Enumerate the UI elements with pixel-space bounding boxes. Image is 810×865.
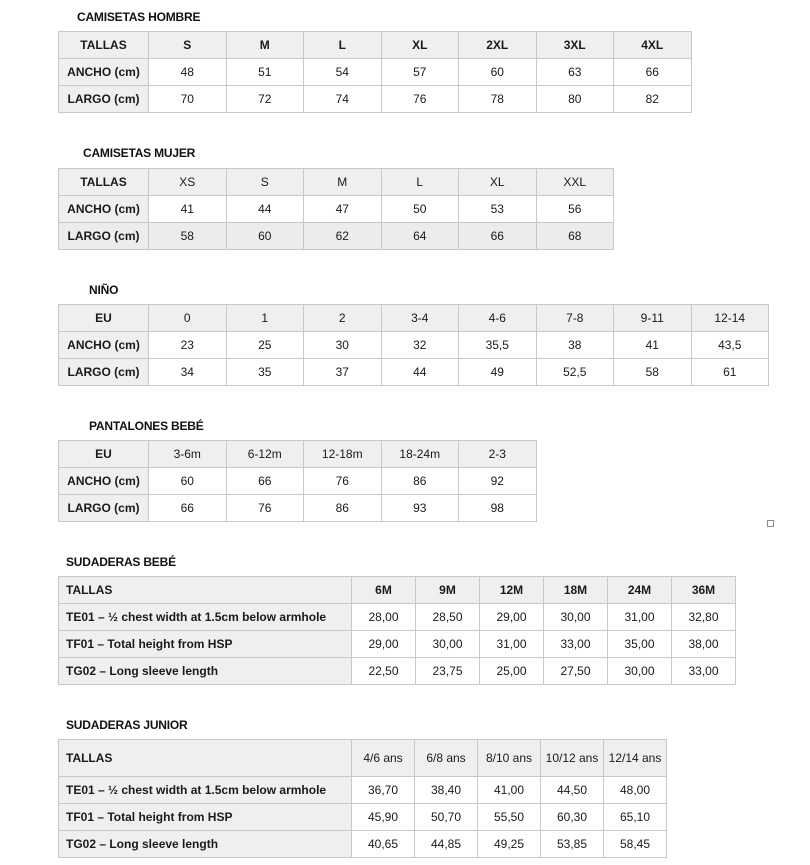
table-header-row [59,169,614,196]
header-cell: 4/6 ans [352,740,415,777]
table-cell: 64 [381,223,459,250]
header-cell: XL [381,32,459,59]
table-cell: 54 [304,59,382,86]
header-cell: 12-18m [304,441,382,468]
table-cell: 23 [149,332,227,359]
row-label: ANCHO (cm) [59,196,149,223]
table-cell: 98 [459,495,537,522]
table-cell: 48 [149,59,227,86]
table-cell: 78 [459,86,537,113]
table-cell: 41 [614,332,692,359]
table-cell: 56 [536,196,614,223]
table-cell: 53 [459,196,537,223]
header-cell: EU [59,305,149,332]
header-cell: 10/12 ans [541,740,604,777]
table-cell: 74 [304,86,382,113]
table-row [59,332,769,359]
table-cell: 37 [304,359,382,386]
header-cell: XXL [536,169,614,196]
table-cell: 23,75 [416,658,480,685]
table-cell: 32 [381,332,459,359]
table-cell: 34 [149,359,227,386]
table-cell: 58 [149,223,227,250]
table-cell: 28,00 [352,604,416,631]
table-cell: 66 [614,59,692,86]
section-title-sudaderas-bebe: SUDADERAS BEBÉ [66,555,176,569]
table-header-row [59,577,736,604]
table-cell: 22,50 [352,658,416,685]
table-cell: 50,70 [415,804,478,831]
table-cell: 68 [536,223,614,250]
table-sudaderas-junior [58,739,667,858]
table-cell: 32,80 [672,604,736,631]
table-cell: 45,90 [352,804,415,831]
header-cell: 9M [416,577,480,604]
header-cell: TALLAS [59,577,352,604]
table-camisetas-hombre [58,31,692,113]
header-cell: 18M [544,577,608,604]
table-sudaderas-bebe [58,576,736,685]
table-cell: 30,00 [416,631,480,658]
table-cell: 80 [536,86,614,113]
row-label: TF01 – Total height from HSP [59,804,352,831]
table-row [59,631,736,658]
header-cell: M [304,169,382,196]
table-cell: 30 [304,332,382,359]
table-row [59,359,769,386]
table-cell: 41 [149,196,227,223]
table-cell: 66 [459,223,537,250]
table-camisetas-mujer [58,168,614,250]
row-label: LARGO (cm) [59,86,149,113]
header-cell: 6M [352,577,416,604]
table-cell: 38 [536,332,614,359]
table-cell: 36,70 [352,777,415,804]
table-cell: 25,00 [480,658,544,685]
header-cell: 0 [149,305,227,332]
table-cell: 62 [304,223,382,250]
table-cell: 86 [304,495,382,522]
table-cell: 65,10 [604,804,667,831]
table-cell: 58,45 [604,831,667,858]
header-cell: S [226,169,304,196]
header-cell: 7-8 [536,305,614,332]
table-cell: 40,65 [352,831,415,858]
header-cell: 4-6 [459,305,537,332]
header-cell: 4XL [614,32,692,59]
header-cell: TALLAS [59,32,149,59]
table-cell: 60,30 [541,804,604,831]
table-cell: 61 [691,359,769,386]
header-cell: TALLAS [59,740,352,777]
header-cell: 1 [226,305,304,332]
table-cell: 60 [226,223,304,250]
table-cell: 70 [149,86,227,113]
table-cell: 92 [459,468,537,495]
table-row [59,59,692,86]
table-cell: 30,00 [608,658,672,685]
table-cell: 38,40 [415,777,478,804]
table-cell: 35 [226,359,304,386]
table-cell: 63 [536,59,614,86]
row-label: LARGO (cm) [59,495,149,522]
table-cell: 31,00 [608,604,672,631]
header-cell: TALLAS [59,169,149,196]
table-cell: 35,5 [459,332,537,359]
table-cell: 27,50 [544,658,608,685]
header-cell: 9-11 [614,305,692,332]
table-cell: 76 [381,86,459,113]
table-cell: 48,00 [604,777,667,804]
section-title-camisetas-mujer: CAMISETAS MUJER [83,146,196,160]
header-cell: 3XL [536,32,614,59]
header-cell: 36M [672,577,736,604]
table-cell: 43,5 [691,332,769,359]
table-cell: 52,5 [536,359,614,386]
table-row [59,196,614,223]
row-label: ANCHO (cm) [59,59,149,86]
table-cell: 57 [381,59,459,86]
table-cell: 60 [149,468,227,495]
header-cell: 2 [304,305,382,332]
header-cell: 3-4 [381,305,459,332]
row-label: ANCHO (cm) [59,332,149,359]
header-cell: EU [59,441,149,468]
table-row [59,468,537,495]
table-row [59,223,614,250]
table-cell: 41,00 [478,777,541,804]
table-pantalones-bebe [58,440,537,522]
header-cell: 2-3 [459,441,537,468]
row-label: TG02 – Long sleeve length [59,831,352,858]
row-label: TE01 – ½ chest width at 1.5cm below armhole [59,777,352,804]
table-cell: 76 [226,495,304,522]
table-cell: 35,00 [608,631,672,658]
row-label: LARGO (cm) [59,223,149,250]
header-cell: 12-14 [691,305,769,332]
table-header-row [59,32,692,59]
table-row [59,777,667,804]
table-row [59,86,692,113]
table-cell: 60 [459,59,537,86]
table-cell: 93 [381,495,459,522]
table-cell: 33,00 [544,631,608,658]
table-row [59,831,667,858]
table-row [59,495,537,522]
header-cell: M [226,32,304,59]
square-marker-icon [767,520,774,527]
table-cell: 55,50 [478,804,541,831]
table-cell: 44,50 [541,777,604,804]
section-title-nino: NIÑO [89,283,119,297]
table-cell: 33,00 [672,658,736,685]
table-cell: 29,00 [480,604,544,631]
table-cell: 76 [304,468,382,495]
header-cell: 18-24m [381,441,459,468]
row-label: ANCHO (cm) [59,468,149,495]
header-cell: 2XL [459,32,537,59]
table-cell: 51 [226,59,304,86]
section-title-sudaderas-junior: SUDADERAS JUNIOR [66,718,188,732]
table-cell: 25 [226,332,304,359]
header-cell: 12M [480,577,544,604]
header-cell: 12/14 ans [604,740,667,777]
header-cell: 6-12m [226,441,304,468]
header-cell: 24M [608,577,672,604]
table-header-row [59,441,537,468]
table-header-row [59,740,667,777]
table-nino [58,304,769,386]
table-cell: 86 [381,468,459,495]
header-cell: 3-6m [149,441,227,468]
table-cell: 44,85 [415,831,478,858]
header-cell: XS [149,169,227,196]
table-row [59,804,667,831]
table-cell: 50 [381,196,459,223]
table-cell: 31,00 [480,631,544,658]
section-title-camisetas-hombre: CAMISETAS HOMBRE [77,10,201,24]
table-cell: 53,85 [541,831,604,858]
header-cell: S [149,32,227,59]
table-row [59,604,736,631]
table-cell: 29,00 [352,631,416,658]
table-cell: 30,00 [544,604,608,631]
table-cell: 28,50 [416,604,480,631]
header-cell: L [381,169,459,196]
table-cell: 72 [226,86,304,113]
table-cell: 66 [149,495,227,522]
table-cell: 49 [459,359,537,386]
section-title-pantalones-bebe: PANTALONES BEBÉ [89,419,204,433]
header-cell: 6/8 ans [415,740,478,777]
table-cell: 44 [381,359,459,386]
row-label: LARGO (cm) [59,359,149,386]
table-row [59,658,736,685]
table-cell: 82 [614,86,692,113]
table-cell: 44 [226,196,304,223]
header-cell: XL [459,169,537,196]
table-cell: 49,25 [478,831,541,858]
table-cell: 58 [614,359,692,386]
row-label: TG02 – Long sleeve length [59,658,352,685]
table-cell: 38,00 [672,631,736,658]
table-cell: 66 [226,468,304,495]
table-header-row [59,305,769,332]
row-label: TF01 – Total height from HSP [59,631,352,658]
table-cell: 47 [304,196,382,223]
header-cell: L [304,32,382,59]
header-cell: 8/10 ans [478,740,541,777]
row-label: TE01 – ½ chest width at 1.5cm below armhole [59,604,352,631]
